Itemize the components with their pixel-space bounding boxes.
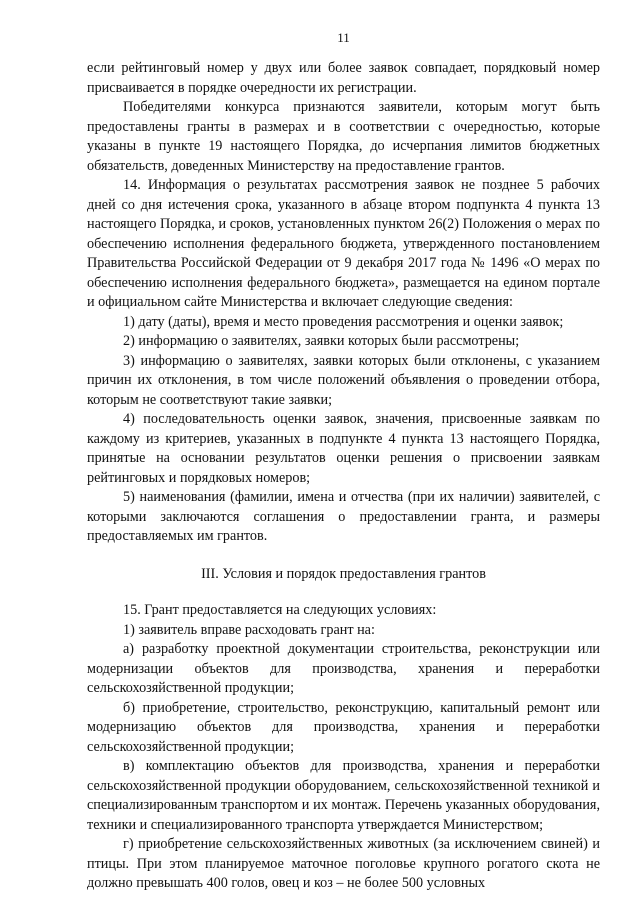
- list-item: а) разработку проектной документации строительства, реконструкции или модернизации объектов для производства, хранения и переработки сельскохозяйственной продукции;: [87, 641, 600, 696]
- list-item: 1) дату (даты), время и место проведения рассмотрения и оценки заявок;: [123, 313, 564, 330]
- list-item: 3) информацию о заявителях, заявки которых были отклонены, с указанием причин их отклонения, в том числе положений объявления о проведении отбора, которым не соответствуют такие заявки;: [87, 352, 600, 408]
- paragraph: Победителями конкурса признаются заявители, которым могут быть предоставлены гранты в размерах и в соответствии с очередностью, которые указаны в пункте 19 настоящего Порядка, до исчерпания лимитов бюджетных обязательств, доведенных Министерству на предоставление грантов.: [87, 99, 600, 174]
- paragraph: 15. Грант предоставляется на следующих условиях:: [123, 602, 437, 618]
- list-item: г) приобретение сельскохозяйственных животных (за исключением свиней) и птицы. При этом планируемое маточное поголовье крупного рогатого скота не должно превышать 400 голов, овец и коз – не более 500 условных: [87, 836, 600, 891]
- paragraph: 1) заявитель вправе расходовать грант на:: [123, 621, 375, 638]
- section-heading: III. Условия и порядок предоставления грантов: [201, 565, 486, 582]
- paragraph: если рейтинговый номер у двух или более заявок совпадает, порядковый номер присваивается в порядке очередности их регистрации.: [87, 60, 600, 96]
- list-item: 2) информацию о заявителях, заявки которых были рассмотрены;: [123, 333, 520, 349]
- paragraphs-top: [87, 59, 600, 547]
- page-number: 11: [337, 30, 350, 45]
- list-item: в) комплектацию объектов для производства, хранения и переработки сельскохозяйственной продукции оборудованием, сельскохозяйственной техникой и специализированным транспортом и их монтаж. Перечень указанных оборудования, техники и специализированного транспорта утверждается Министерством;: [87, 758, 600, 833]
- paragraphs-bottom: [87, 601, 600, 894]
- paragraph: 14. Информация о результатах рассмотрения заявок не позднее 5 рабочих дней со дня истечения срока, указанного в абзаце втором подпункта 4 пункта 13 настоящего Порядка, и сроков, установленных пунктом 26(2) Положения о мерах по обеспечению исполнения федерального бюджета, утвержденного постановлением Правительства Российской Федерации от 9 декабря 2017 года № 1496 «О мерах по обеспечению исполнения федерального бюджета», размещается на едином портале и официальном сайте Министерства и включает следующие сведения:: [87, 177, 600, 310]
- list-item: 5) наименования (фамилии, имена и отчества (при их наличии) заявителей, с которыми заключаются соглашения о предоставлении гранта, и размеры предоставляемых им грантов.: [87, 489, 600, 544]
- list-item: 4) последовательность оценки заявок, значения, присвоенные заявкам по каждому из критериев, указанных в подпункте 4 пункта 13 настоящего Порядка, принятые на основании результатов оценки решения о присвоении заявкам рейтинговых и порядковых номеров;: [87, 411, 600, 486]
- list-item: б) приобретение, строительство, реконструкцию, капитальный ремонт или модернизацию объектов для производства, хранения и переработки сельскохозяйственной продукции;: [87, 699, 600, 755]
